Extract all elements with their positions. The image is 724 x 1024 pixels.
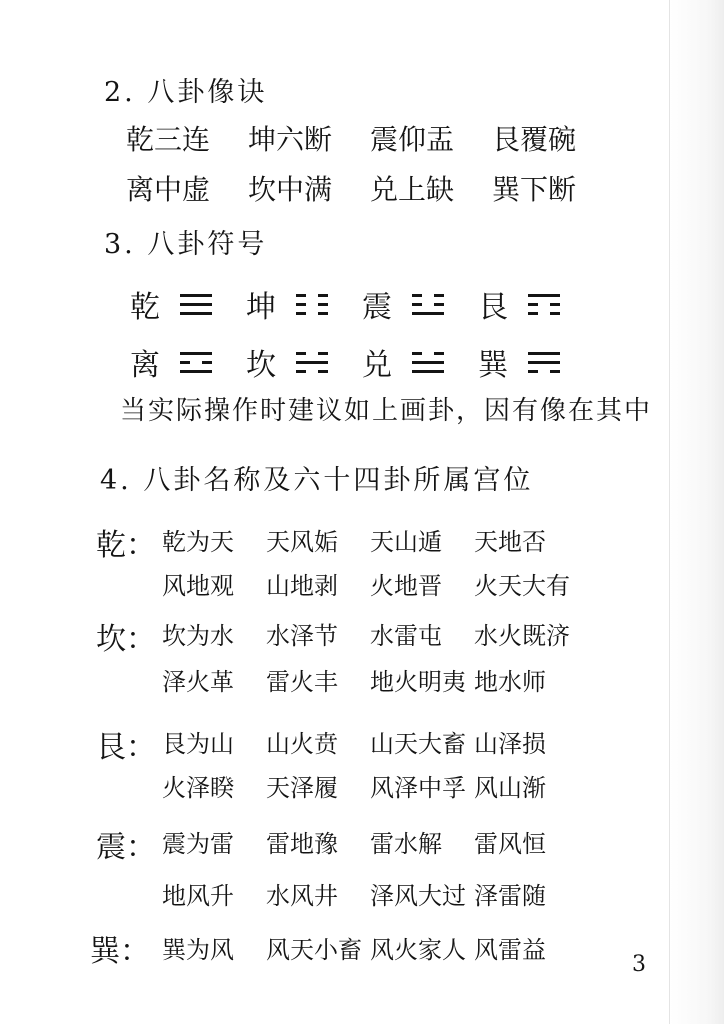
trigram-symbol — [180, 294, 212, 315]
hexagram-name: 泽风大过 — [370, 882, 466, 910]
drawing-note: 当实际操作时建议如上画卦，因有像在其中 — [120, 396, 653, 426]
yin-line — [296, 303, 328, 306]
hexagram-name: 震为雷 — [162, 830, 234, 858]
hexagram-name: 地水师 — [474, 668, 546, 696]
hexagram-name: 天风姤 — [266, 528, 338, 556]
section-2-heading: 2. 八卦像诀 — [104, 77, 268, 108]
gua-row — [162, 662, 578, 697]
hexagram-name: 风地观 — [162, 572, 234, 600]
trigram-name: 坎 — [246, 348, 276, 383]
hexagram-name: 坎为水 — [162, 622, 234, 650]
trigram-item — [246, 340, 362, 384]
yang-line — [180, 312, 212, 315]
trigram-name: 震 — [362, 290, 392, 325]
trigram-symbol — [412, 352, 444, 373]
palace-label-kan: 坎： — [96, 622, 156, 657]
hexagram-name: 天泽履 — [266, 774, 338, 802]
hexagram-name: 火地晋 — [370, 572, 442, 600]
hexagram-name: 雷风恒 — [474, 830, 546, 858]
yin-line — [412, 352, 444, 355]
hexagram-name: 风火家人 — [370, 936, 466, 964]
hexagram-name: 雷地豫 — [266, 830, 338, 858]
hexagram-name: 水风井 — [266, 882, 338, 910]
yin-line — [296, 294, 328, 297]
yin-line — [528, 370, 560, 373]
yin-line — [180, 361, 212, 364]
yin-line — [296, 370, 328, 373]
verse-text: 巽下断 — [492, 173, 577, 206]
trigram-item — [246, 282, 362, 326]
hexagram-name: 乾为天 — [162, 528, 234, 556]
hexagram-name: 山地剥 — [266, 572, 338, 600]
hexagram-name: 风泽中孚 — [370, 774, 466, 802]
yang-line — [528, 352, 560, 355]
trigram-item — [478, 282, 594, 326]
trigram-symbol — [180, 352, 212, 373]
verse-text: 坤六断 — [248, 123, 333, 156]
palace-label-zhen: 震： — [96, 830, 156, 865]
trigram-item — [478, 340, 594, 384]
hexagram-name: 巽为风 — [162, 936, 234, 964]
yang-line — [180, 370, 212, 373]
yang-line — [528, 361, 560, 364]
hexagram-name: 山泽损 — [474, 730, 546, 758]
verse-text: 坎中满 — [248, 173, 333, 206]
verse-row-1 — [126, 118, 614, 158]
trigram-symbol — [528, 294, 560, 315]
hexagram-name: 地风升 — [162, 882, 234, 910]
gua-row — [162, 876, 578, 911]
yang-line — [528, 294, 560, 297]
yin-line — [528, 312, 560, 315]
palace-label-gen: 艮： — [96, 730, 156, 765]
hexagram-name: 水泽节 — [266, 622, 338, 650]
verse-text: 离中虚 — [126, 173, 211, 206]
hexagram-name: 风雷益 — [474, 936, 546, 964]
trigram-item — [130, 340, 246, 384]
gua-row — [162, 930, 578, 965]
yin-line — [412, 303, 444, 306]
trigram-row-2 — [130, 340, 594, 384]
hexagram-name: 泽雷随 — [474, 882, 546, 910]
hexagram-name: 风天小畜 — [266, 936, 362, 964]
yang-line — [180, 303, 212, 306]
yang-line — [412, 361, 444, 364]
palace-label-qian: 乾： — [96, 528, 156, 563]
trigram-item — [130, 282, 246, 326]
trigram-name: 艮 — [478, 290, 508, 325]
verse-row-2 — [126, 168, 614, 208]
yang-line — [412, 312, 444, 315]
hexagram-name: 山天大畜 — [370, 730, 466, 758]
hexagram-name: 泽火革 — [162, 668, 234, 696]
trigram-name: 坤 — [246, 290, 276, 325]
yin-line — [412, 294, 444, 297]
gua-row — [162, 566, 578, 601]
verse-text: 乾三连 — [126, 123, 211, 156]
gua-row — [162, 768, 578, 803]
trigram-name: 乾 — [130, 290, 160, 325]
trigram-name: 离 — [130, 348, 160, 383]
yang-line — [412, 370, 444, 373]
hexagram-name: 地火明夷 — [370, 668, 466, 696]
hexagram-name: 雷火丰 — [266, 668, 338, 696]
yin-line — [296, 312, 328, 315]
gua-row — [162, 522, 578, 557]
gua-row — [162, 724, 578, 759]
yin-line — [528, 303, 560, 306]
verse-text: 震仰盂 — [370, 123, 455, 156]
page-number: 3 — [632, 952, 646, 977]
hexagram-name: 火天大有 — [474, 572, 570, 600]
hexagram-name: 天地否 — [474, 528, 546, 556]
trigram-symbol — [296, 294, 328, 315]
trigram-symbol — [412, 294, 444, 315]
palace-label-xun: 巽： — [90, 934, 150, 969]
hexagram-name: 天山遁 — [370, 528, 442, 556]
trigram-name: 兑 — [362, 348, 392, 383]
hexagram-name: 艮为山 — [162, 730, 234, 758]
trigram-item — [362, 340, 478, 384]
hexagram-name: 风山渐 — [474, 774, 546, 802]
hexagram-name: 水火既济 — [474, 622, 570, 650]
trigram-row-1 — [130, 282, 594, 326]
yang-line — [296, 361, 328, 364]
gua-row — [162, 616, 578, 651]
yang-line — [180, 352, 212, 355]
verse-text: 艮覆碗 — [492, 123, 577, 156]
hexagram-name: 山火贲 — [266, 730, 338, 758]
trigram-symbol — [296, 352, 328, 373]
hexagram-name: 火泽睽 — [162, 774, 234, 802]
yang-line — [180, 294, 212, 297]
section-3-heading: 3. 八卦符号 — [104, 229, 268, 260]
hexagram-name: 水雷屯 — [370, 622, 442, 650]
trigram-item — [362, 282, 478, 326]
hexagram-name: 雷水解 — [370, 830, 442, 858]
section-4-heading: 4. 八卦名称及六十四卦所属宫位 — [100, 465, 534, 496]
verse-text: 兑上缺 — [370, 173, 455, 206]
page-edge — [669, 0, 724, 1024]
trigram-symbol — [528, 352, 560, 373]
gua-row — [162, 824, 578, 859]
yin-line — [296, 352, 328, 355]
trigram-name: 巽 — [478, 348, 508, 383]
